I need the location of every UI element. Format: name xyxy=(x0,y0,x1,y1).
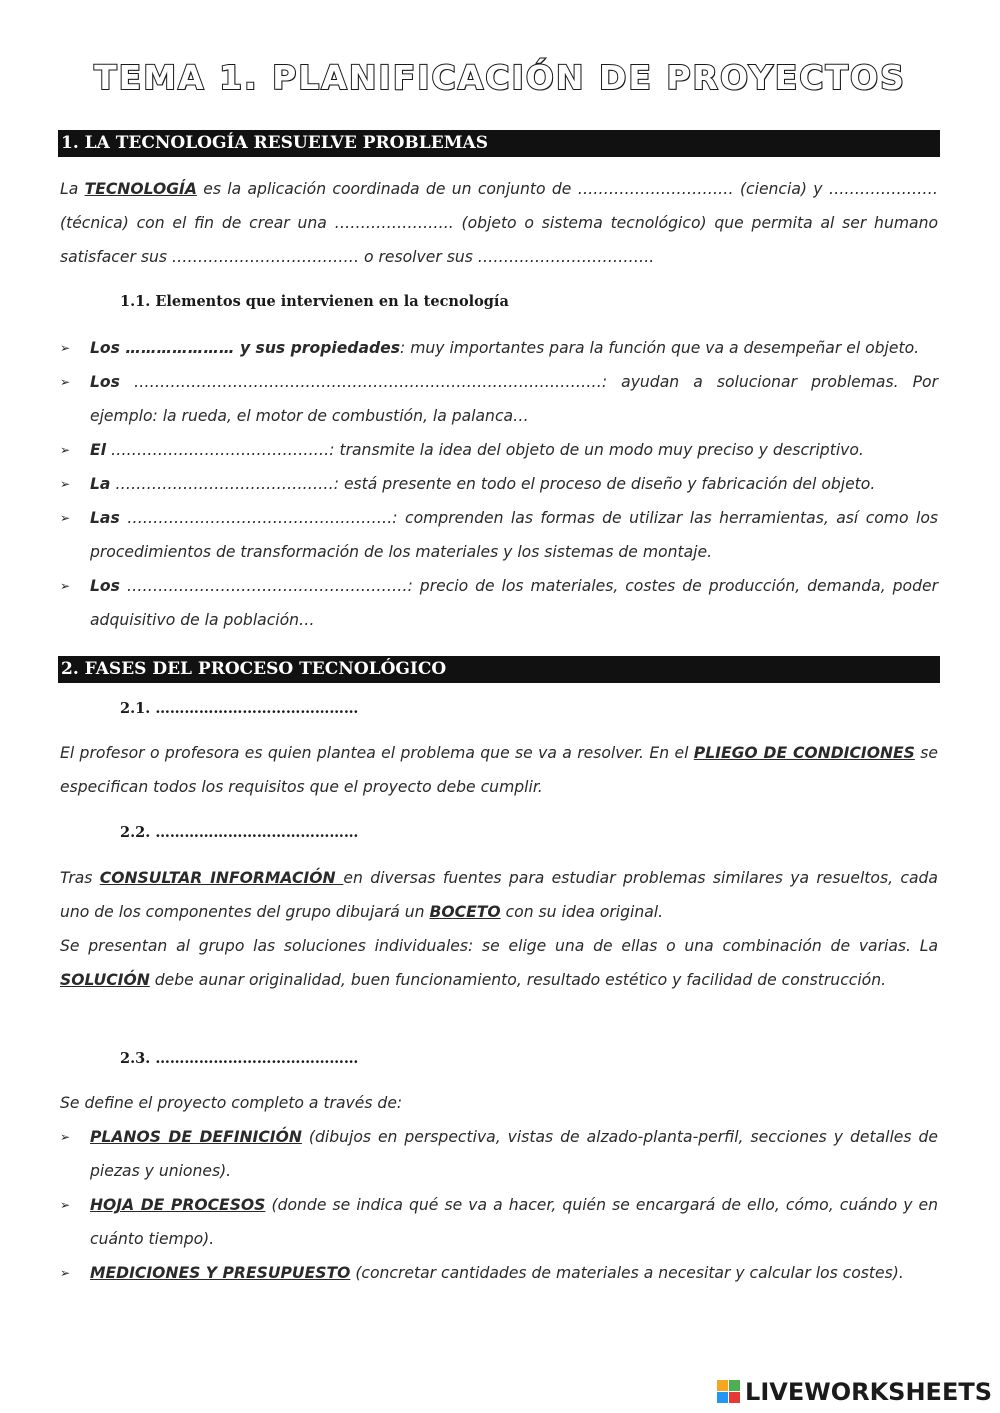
keyword-solucion: SOLUCIÓN xyxy=(60,971,150,989)
item-text: : muy importantes para la función que va a desempeñar el objeto. xyxy=(400,339,920,357)
liveworksheets-logo[interactable] xyxy=(717,1377,992,1407)
text-part: con su idea original. xyxy=(500,903,664,921)
keyword-tecnologia: TECNOLOGÍA xyxy=(84,180,197,198)
elements-list xyxy=(60,331,938,637)
item-text: ………………………………………………: precio de los materiales, costes de producción, demanda, poder adquisitivo de la población… xyxy=(90,577,938,629)
item-text: ………………………………………………………………………………: ayudan a solucionar problemas. Por ejemplo: la rueda, el motor de combustión, la palanca… xyxy=(90,373,938,425)
keyword-boceto: BOCETO xyxy=(429,903,501,921)
text-part: debe aunar originalidad, buen funcionamiento, resultado estético y facilidad de construcción. xyxy=(149,971,887,989)
item-keyword: MEDICIONES Y PRESUPUESTO xyxy=(90,1264,351,1282)
subsection-1-1-heading: 1.1. Elementos que intervienen en la tecnología xyxy=(120,293,509,310)
subsection-2-1-text xyxy=(60,736,938,804)
arrow-bullet-icon: ➢ xyxy=(60,579,71,593)
arrow-bullet-icon: ➢ xyxy=(60,443,71,457)
subsection-2-3-heading: 2.3. …………………………………… xyxy=(120,1050,359,1067)
item-lead: Los xyxy=(90,577,120,595)
page-title: TEMA 1. PLANIFICACIÓN DE PROYECTOS xyxy=(94,58,906,97)
arrow-bullet-icon: ➢ xyxy=(60,341,71,355)
list-item xyxy=(60,1188,938,1256)
subsection-2-2-text xyxy=(60,861,938,997)
item-text: (dibujos en perspectiva, vistas de alzado-planta-perfil, secciones y detalles de piezas y uniones). xyxy=(90,1128,938,1180)
item-lead: La xyxy=(90,475,111,493)
arrow-bullet-icon: ➢ xyxy=(60,375,71,389)
text-part: El profesor o profesora es quien plantea el problema que se va a resolver. En el xyxy=(60,744,694,762)
item-lead: Los ………………… y sus propiedades xyxy=(90,339,400,357)
item-lead: El xyxy=(90,441,106,459)
item-text: ……………………………………: está presente en todo el proceso de diseño y fabricación del objeto. xyxy=(110,475,876,493)
section-1-intro xyxy=(60,172,938,274)
item-text: ……………………………………………: comprenden las formas de utilizar las herramientas, así como los procedimientos de transformación de los materiales y los sistemas de montaje. xyxy=(90,509,938,561)
keyword-pliego: PLIEGO DE CONDICIONES xyxy=(693,744,915,762)
project-docs-list xyxy=(60,1120,938,1290)
section-2-heading: 2. FASES DEL PROCESO TECNOLÓGICO xyxy=(58,656,940,683)
text-part: se especifican todos los requisitos que el proyecto debe cumplir. xyxy=(60,744,938,796)
list-item xyxy=(60,433,938,467)
subsection-2-3-intro: Se define el proyecto completo a través de: xyxy=(60,1094,403,1112)
intro-text-rest: es la aplicación coordinada de un conjunto de ………………………… (ciencia) y ………………… (técnica) con el fin de crear una ………………….. (objeto o sistema tecnológico) que permita al ser humano satisfacer sus ……………………………… o resolver sus ……………………………. xyxy=(60,180,938,266)
item-lead: Las xyxy=(90,509,120,527)
list-item xyxy=(60,569,938,637)
arrow-bullet-icon: ➢ xyxy=(60,1266,71,1280)
item-keyword: PLANOS DE DEFINICIÓN xyxy=(90,1128,302,1146)
arrow-bullet-icon: ➢ xyxy=(60,511,71,525)
arrow-bullet-icon: ➢ xyxy=(60,477,71,491)
text-part: Tras xyxy=(60,869,100,887)
arrow-bullet-icon: ➢ xyxy=(60,1130,71,1144)
section-1-heading: 1. LA TECNOLOGÍA RESUELVE PROBLEMAS xyxy=(58,130,940,157)
arrow-bullet-icon: ➢ xyxy=(60,1198,71,1212)
text-part: en diversas fuentes para estudiar problemas similares ya resueltos, cada uno de los componentes del grupo dibujará un xyxy=(60,869,938,921)
list-item xyxy=(60,501,938,569)
item-lead: Los xyxy=(90,373,120,391)
item-keyword: HOJA DE PROCESOS xyxy=(90,1196,266,1214)
intro-text-start: La xyxy=(60,180,85,198)
item-text: ……………………………………: transmite la idea del objeto de un modo muy preciso y descriptivo. xyxy=(106,441,864,459)
subsection-2-2-heading: 2.2. …………………………………… xyxy=(120,824,359,841)
list-item xyxy=(60,365,938,433)
list-item xyxy=(60,1256,938,1290)
item-text: (concretar cantidades de materiales a necesitar y calcular los costes). xyxy=(350,1264,904,1282)
list-item xyxy=(60,331,938,365)
item-text: (donde se indica qué se va a hacer, quién se encargará de ello, cómo, cuándo y en cuánto tiempo). xyxy=(90,1196,938,1248)
subsection-2-1-heading: 2.1. …………………………………… xyxy=(120,700,359,717)
logo-text: LIVEWORKSHEETS xyxy=(745,1378,992,1406)
liveworksheets-logo-icon xyxy=(717,1380,741,1404)
text-part: Se presentan al grupo las soluciones individuales: se elige una de ellas o una combinación de varias. La xyxy=(60,937,938,955)
list-item xyxy=(60,1120,938,1188)
list-item xyxy=(60,467,938,501)
keyword-consultar: CONSULTAR INFORMACIÓN xyxy=(99,869,344,887)
